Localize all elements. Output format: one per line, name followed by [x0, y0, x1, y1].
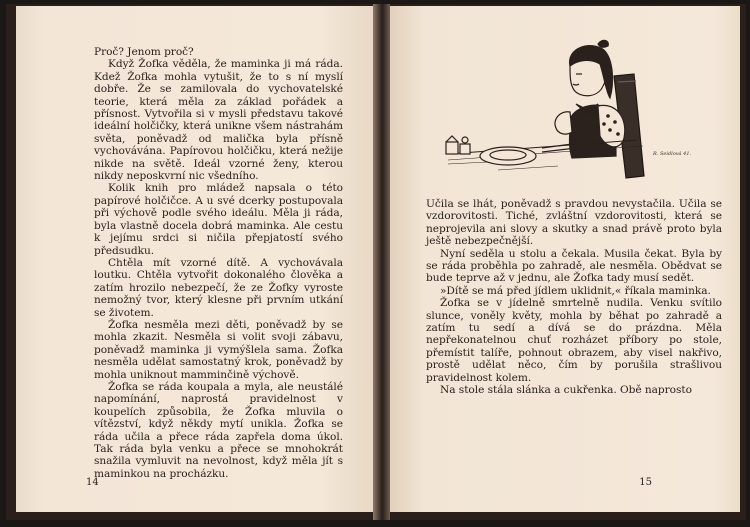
paragraph: Na stole stála slánka a cukřenka. Obě naprosto — [440, 384, 692, 397]
right-page — [390, 6, 740, 512]
paragraph: Žofka nesměla mezi děti, poněvadž by se mohla zkazit. Nesměla si volit svoji zábavu, poněvadž maminka ji vymýšlela sama. Žofka nesměla udělat samostatný krok, poněvadž by mohla uniknout mamminčině výchově. — [94, 318, 343, 381]
girl-at-dinner-table-drawing-icon — [438, 36, 698, 186]
paragraph: Žofka se v jídelně smrtelně nudila. Venku svítilo slunce, voněly květy, mohla by běhat po zahradě a zatím tu sedí a dívá se do prázdna. Měla nepřekonatelnou chuť rozházet příbory po stole, přemístit talíře, pohnout obrazem, aby visel nakřivo, prostě udělat něco, čím by porušila strašlivou pravidelnost kolem. — [426, 297, 722, 384]
left-page-text — [94, 46, 343, 480]
paragraph: »Dítě se má před jídlem uklidnit,« říkala maminka. — [440, 284, 711, 297]
page-number: 15 — [639, 477, 652, 488]
paragraph: Žofka se ráda koupala a myla, ale neustálé napomínání, naprostá pravidelnost v koupelích způsobila, že Žofka mluvila o vítězství, když někdy mytí unikla. Žofka se ráda učila a přece ráda zapřela doma úkol. Tak ráda byla venku a přece se mnohokrát snažila vymluvit na nevolnost, když měla jít s maminkou na procházku. — [94, 380, 343, 480]
book-gutter — [373, 4, 390, 520]
paragraph: Když Žofka věděla, že maminka ji má ráda. Kdež Žofka mohla vytušit, že to s ní myslí dobře. Že se zamilovala do vychovatelské teorie, která měla za základ pořádek a přísnost. Vytvořila si v mysli představu takové ideální holčičky, která unikne všem nástrahám světa, poněvadž od malička byla přísně vychovávána. Papírovou holčičku, která nežije nikde na světě. Ideál vzorné ženy, kterou nikdy neposkvrní nic všedního. — [94, 58, 343, 183]
page-number: 14 — [86, 477, 99, 488]
left-page — [16, 6, 373, 512]
paragraph: Proč? Jenom proč? — [94, 46, 194, 58]
paragraph: Kolik knih pro mládež napsala o této papírové holčičce. A u své dcerky postupovala při výchově podle svého ideálu. Měla ji ráda, byla vlastně docela dobrá maminka. Ale cestu k jejímu srdci si ničila přepjatostí svého předsudku. — [94, 182, 343, 257]
illustration-signature: R. Seidlová 41. — [653, 151, 692, 157]
open-book — [6, 4, 746, 520]
paragraph: Učila se lhát, poněvadž s pravdou nevystačila. Učila se vzdorovitosti. Tiché, zvláštní vzdorovitosti, která se neprojevila ani slovy a skutky a snad právě proto byla ještě nebezpečnější. — [426, 198, 722, 248]
right-page-text — [426, 198, 722, 397]
paragraph: Chtěla mít vzorné dítě. A vychovávala loutku. Chtěla vytvořit dokonalého člověka a zatím hrozilo nebezpečí, že ze Žofky vyroste nemožný tvor, který klesne při prvním utkání se životem. — [94, 256, 343, 319]
paragraph: Nyní seděla u stolu a čekala. Musila čekat. Byla by se ráda proběhla po zahradě, ale nesměla. Obědvat se bude teprve až v jednu, ale Žofka tady musí sedět. — [426, 247, 722, 285]
